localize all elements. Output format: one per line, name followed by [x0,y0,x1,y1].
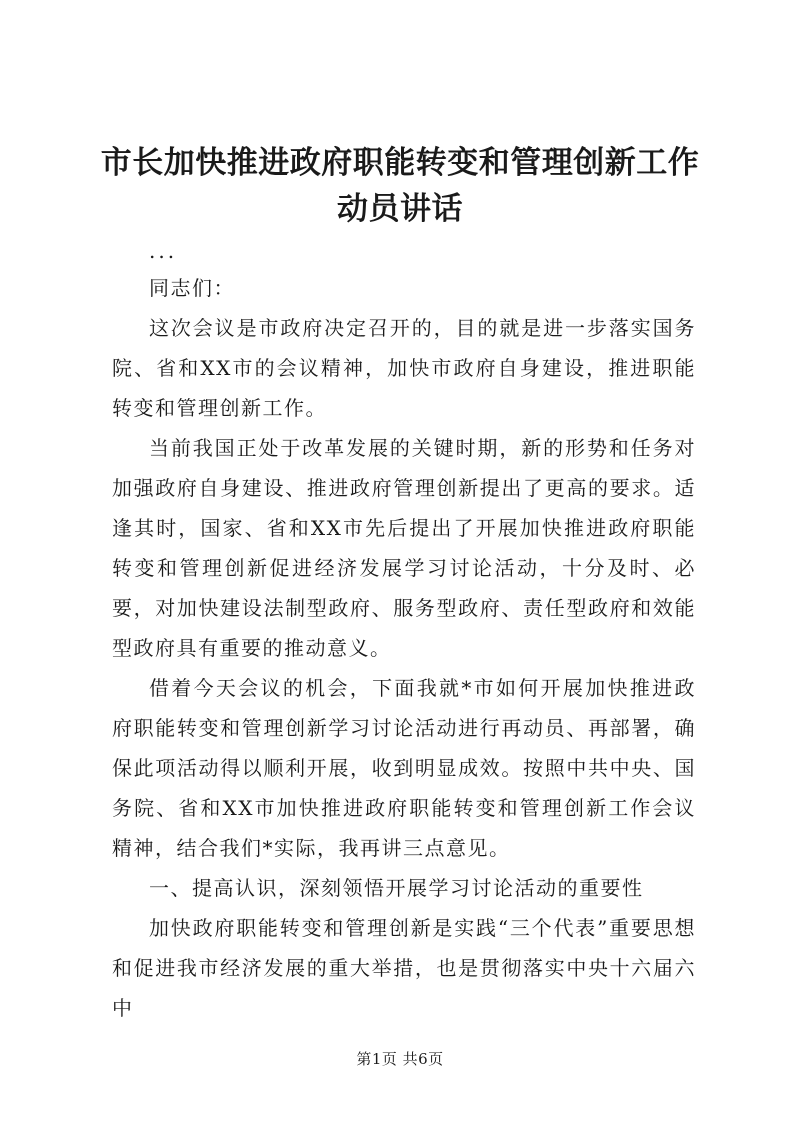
paragraph: 这次会议是市政府决定召开的，目的就是进一步落实国务院、省和XX市的会议精神，加快市政府自身建设，推进职能转变和管理创新工作。 [112,316,696,420]
salutation-paragraph: 同志们： [149,276,235,300]
section-heading: 一、提高认识，深刻领悟开展学习讨论活动的重要性 [149,876,644,900]
paragraph: 加快政府职能转变和管理创新是实践“三个代表”重要思想和促进我市经济发展的重大举措，也是贯彻落实中央十六届六中 [112,916,696,1020]
paragraph: 当前我国正处于改革发展的关键时期，新的形势和任务对加强政府自身建设、推进政府管理创新提出了更高的要求。适逢其时，国家、省和XX市先后提出了开展加快推进政府职能转变和管理创新促进经济发展学习讨论活动，十分及时、必要，对加快建设法制型政府、服务型政府、责任型政府和效能型政府具有重要的推动意义。 [112,436,696,660]
document-title: 市长加快推进政府职能转变和管理创新工作动员讲话 [100,145,700,227]
page-footer: 第1页 共6页 [356,1050,444,1068]
paragraph: 借着今天会议的机会，下面我就*市如何开展加快推进政府职能转变和管理创新学习讨论活动进行再动员、再部署，确保此项活动得以顺利开展，收到明显成效。按照中共中央、国务院、省和XX市加快推进政府职能转变和管理创新工作会议精神，结合我们*实际，我再讲三点意见。 [112,676,696,860]
document-body [112,234,696,1028]
ellipsis: ... [149,239,178,263]
